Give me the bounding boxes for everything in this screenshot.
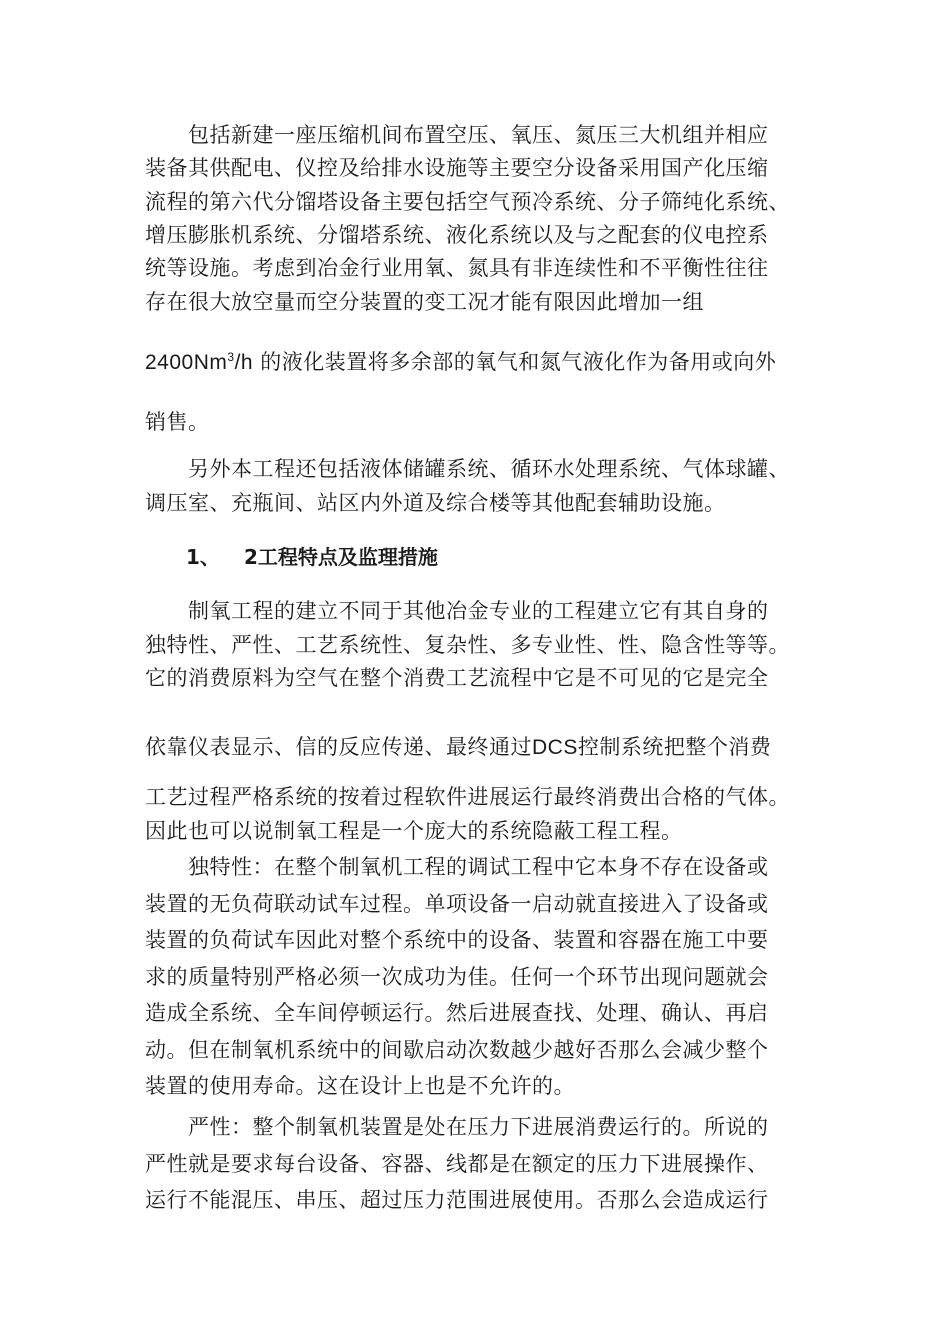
heading-title: 2工程特点及监理措施 [244,545,438,569]
heading-number: 1、 [186,545,220,569]
paragraph-line: 严性：整个制氧机装置是处在压力下进展消费运行的。所说的 [188,1115,769,1139]
paragraph-line: 装置的无负荷联动试车过程。单项设备一启动就直接进入了设备或 [145,892,769,916]
paragraph-line-text: 控制系统把整个消费 [577,735,772,759]
paragraph-line: 另外本工程还包括液体储罐系统、循环水处理系统、气体球罐、 [188,457,790,481]
section-heading [186,540,438,574]
paragraph-line: 造成全系统、全车间停顿运行。然后进展查找、处理、确认、再启 [145,1001,769,1025]
paragraph-line: 流程的第六代分馏塔设备主要包括空气预冷系统、分子筛纯化系统、 [145,190,790,214]
paragraph-line [145,730,835,764]
paragraph-line: 调压室、充瓶间、站区内外道及综合楼等其他配套辅助设施。 [145,491,726,515]
paragraph-line-text: 依靠仪表显示、信的反应传递、最终通过 [145,735,532,759]
paragraph-line: 动。但在制氧机系统中的间歇启动次数越少越好否那么会减少整个 [145,1038,769,1062]
paragraph-line: 工艺过程严格系统的按着过程软件进展运行最终消费出合格的气体。 [145,785,790,809]
flow-unit-superscript: 3 [227,350,235,364]
paragraph-line: 求的质量特别严格必须一次成功为佳。任何一个环节出现问题就会 [145,965,769,989]
paragraph-line: 包括新建一座压缩机间布置空压、氧压、氮压三大机组并相应 [188,123,769,147]
paragraph-line-text: 的液化装置将多余部的氧气和氮气液化作为备用或向外 [260,350,777,374]
dcs-term: DCS [532,736,578,759]
paragraph-line [145,345,835,379]
flow-value: 2400Nm [145,351,228,374]
paragraph-line: 独特性：在整个制氧机工程的调试工程中它本身不存在设备或 [188,855,769,879]
paragraph-line: 装置的负荷试车因此对整个系统中的设备、装置和容器在施工中要 [145,928,769,952]
paragraph-line: 装置的使用寿命。这在设计上也是不允许的。 [145,1074,575,1098]
paragraph-line: 销售。 [145,410,210,434]
flow-unit-rest: /h [234,351,254,374]
paragraph-line: 增压膨胀机系统、分馏塔系统、液化系统以及与之配套的仪电控系 [145,223,769,247]
paragraph-line: 独特性、严性、工艺系统性、复杂性、多专业性、性、隐含性等等。 [145,633,790,657]
paragraph-line: 它的消费原料为空气在整个消费工艺流程中它是不可见的它是完全 [145,666,769,690]
paragraph-line: 因此也可以说制氧工程是一个庞大的系统隐蔽工程工程。 [145,819,683,843]
paragraph-line: 运行不能混压、串压、超过压力范围进展使用。否那么会造成运行 [145,1188,769,1212]
paragraph-line: 装备其供配电、仪控及给排水设施等主要空分设备采用国产化压缩 [145,156,769,180]
paragraph-line: 存在很大放空量而空分装置的变工况才能有限因此增加一组 [145,290,704,314]
paragraph-line: 制氧工程的建立不同于其他冶金专业的工程建立它有其自身的 [188,599,769,623]
paragraph-line: 严性就是要求每台设备、容器、线都是在额定的压力下进展操作、 [145,1152,769,1176]
paragraph-line: 统等设施。考虑到冶金行业用氧、氮具有非连续性和不平衡性往往 [145,256,769,280]
